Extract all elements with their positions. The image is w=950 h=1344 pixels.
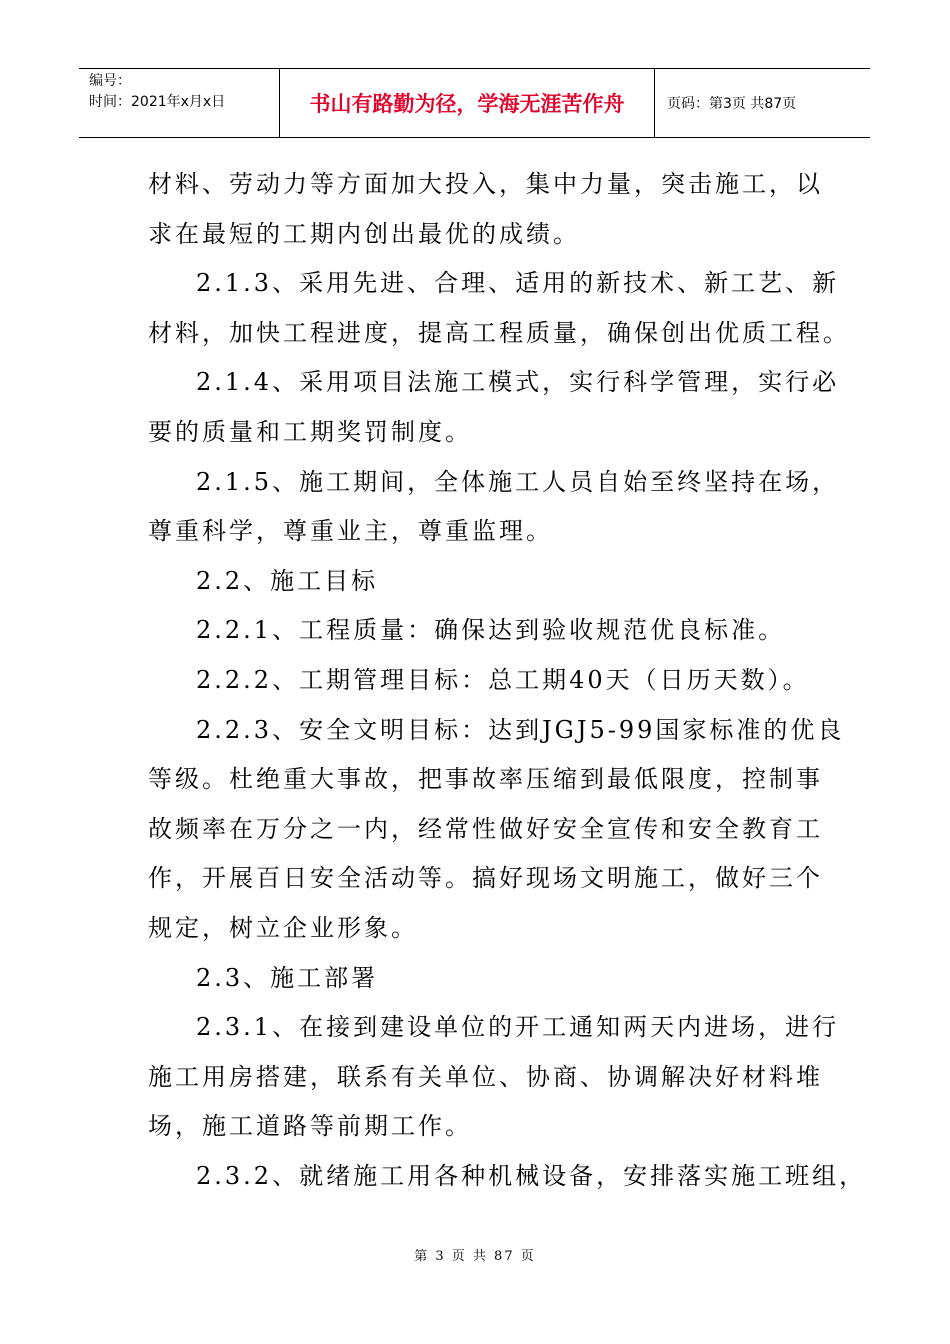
body-line: 材料，加快工程进度，提高工程质量，确保创出优质工程。: [148, 318, 850, 347]
header-motto: 书山有路勤为径，学海无涯苦作舟: [280, 69, 655, 137]
body-line: 施工用房搭建，联系有关单位、协商、协调解决好材料堆: [148, 1062, 823, 1091]
body-line: 2.3.1、在接到建设单位的开工通知两天内进场，进行: [196, 1013, 840, 1042]
body-line: 要的质量和工期奖罚制度。: [148, 417, 472, 446]
body-line: 作，开展百日安全活动等。搞好现场文明施工，做好三个: [148, 864, 823, 893]
section-heading: 2.2、施工目标: [196, 566, 379, 595]
body-line: 2.2.2、工期管理目标：总工期40天（日历天数）。: [196, 665, 810, 694]
document-time-label: 时间：2021年x月x日: [89, 94, 226, 110]
body-line: 2.1.4、采用项目法施工模式，实行科学管理，实行必: [196, 368, 840, 397]
section-heading: 2.3、施工部署: [196, 963, 379, 992]
body-line: 材料、劳动力等方面加大投入，集中力量，突击施工，以: [148, 170, 823, 198]
body-line: 2.3.2、就绪施工用各种机械设备，安排落实施工班组，: [196, 1161, 867, 1190]
body-line: 尊重科学，尊重业主，尊重监理。: [148, 517, 553, 546]
body-line: 场，施工道路等前期工作。: [148, 1112, 472, 1141]
body-line: 2.1.3、采用先进、合理、适用的新技术、新工艺、新: [196, 269, 840, 298]
header-page-info: 页码：第3页 共87页: [667, 96, 797, 112]
page-footer: 第 3 页 共 87 页: [414, 1249, 536, 1264]
body-line: 求在最短的工期内创出最优的成绩。: [148, 219, 580, 248]
header-meta: [79, 69, 280, 137]
body-line: 2.2.1、工程质量：确保达到验收规范优良标准。: [196, 616, 786, 645]
document-body: [148, 160, 867, 1201]
body-line: 等级。杜绝重大事故，把事故率压缩到最低限度，控制事: [148, 765, 823, 794]
document-number-label: 编号：: [89, 73, 131, 89]
body-line: 2.2.3、安全文明目标：达到JGJ5-99国家标准的优良: [196, 715, 845, 744]
body-line: 故频率在万分之一内，经常性做好安全宣传和安全教育工: [148, 814, 823, 843]
page-header: [79, 68, 870, 138]
body-line: 2.1.5、施工期间，全体施工人员自始至终坚持在场，: [196, 467, 840, 496]
body-line: 规定，树立企业形象。: [148, 913, 418, 942]
